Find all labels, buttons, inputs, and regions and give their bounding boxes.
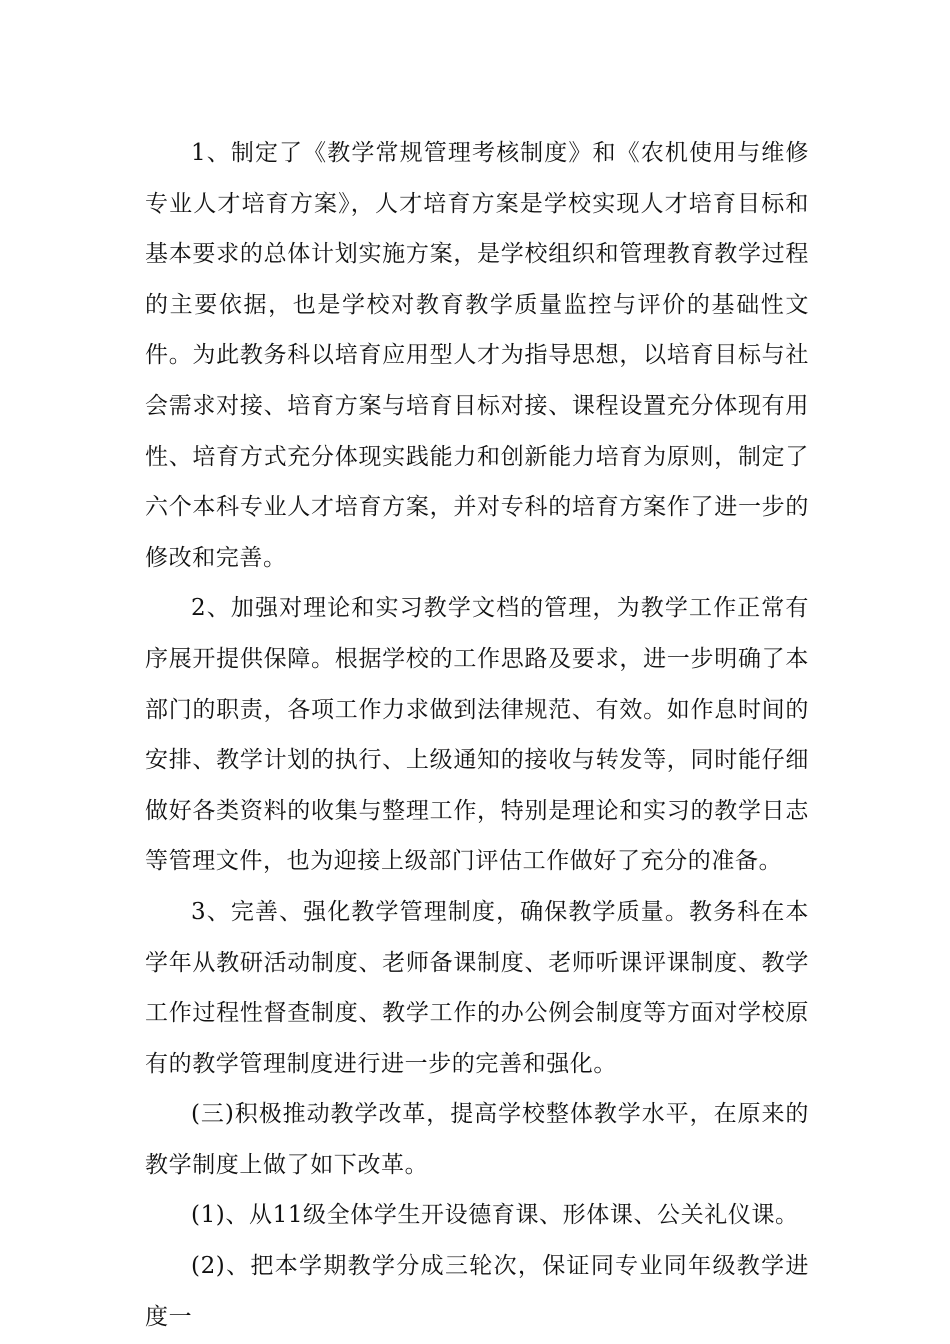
document-body (145, 128, 809, 1342)
paragraph-1: 1、制定了《教学常规管理考核制度》和《农机使用与维修专业人才培育方案》，人才培育方案是学校实现人才培育目标和基本要求的总体计划实施方案，是学校组织和管理教育教学过程的主要依据，也是学校对教育教学质量监控与评价的基础性文件。为此教务科以培育应用型人才为指导思想，以培育目标与社会需求对接、培育方案与培育目标对接、课程设置充分体现有用性、培育方式充分体现实践能力和创新能力培育为原则，制定了六个本科专业人才培育方案，并对专科的培育方案作了进一步的修改和完善。 (145, 140, 809, 571)
paragraph-4: (三)积极推动教学改革，提高学校整体教学水平，在原来的教学制度上做了如下改革。 (145, 1101, 809, 1178)
paragraph-6: (2)、把本学期教学分成三轮次，保证同专业同年级教学进度一 (145, 1253, 809, 1330)
paragraph-2: 2、加强对理论和实习教学文档的管理，为教学工作正常有序展开提供保障。根据学校的工作思路及要求，进一步明确了本部门的职责，各项工作力求做到法律规范、有效。如作息时间的安排、教学计划的执行、上级通知的接收与转发等，同时能仔细做好各类资料的收集与整理工作，特别是理论和实习的教学日志等管理文件，也为迎接上级部门评估工作做好了充分的准备。 (145, 595, 809, 875)
paragraph-5: (1)、从11级全体学生开设德育课、形体课、公关礼仪课。 (191, 1202, 799, 1229)
paragraph-3: 3、完善、强化教学管理制度，确保教学质量。教务科在本学年从教研活动制度、老师备课制度、老师听课评课制度、教学工作过程性督查制度、教学工作的办公例会制度等方面对学校原有的教学管理制度进行进一步的完善和强化。 (145, 898, 809, 1077)
